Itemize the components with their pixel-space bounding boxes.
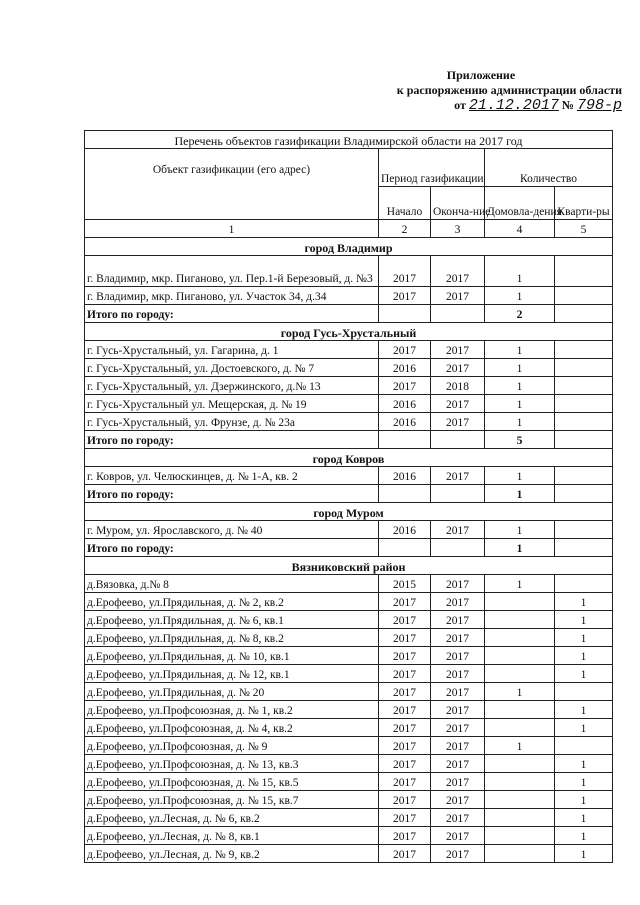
total-value: 1 (485, 539, 555, 557)
object-address: д.Ерофеево, ул.Профсоюзная, д. № 4, кв.2 (85, 719, 379, 737)
houses-count: 1 (485, 467, 555, 485)
col-period-header: Период газификации (379, 149, 485, 187)
empty-cell (431, 485, 485, 503)
start-year: 2017 (379, 845, 431, 863)
end-year: 2018 (431, 377, 485, 395)
empty-cell (555, 485, 613, 503)
object-address: д.Вязовка, д.№ 8 (85, 575, 379, 593)
table-row (85, 256, 613, 287)
section-title: город Гусь-Хрустальный (85, 323, 613, 341)
table-row (85, 287, 613, 305)
empty-cell (431, 431, 485, 449)
flats-count (555, 256, 613, 287)
start-year: 2017 (379, 647, 431, 665)
section-title: город Владимир (85, 238, 613, 256)
start-year: 2016 (379, 521, 431, 539)
flats-count (555, 359, 613, 377)
col-number: 3 (431, 220, 485, 238)
flats-count (555, 377, 613, 395)
object-address: г. Гусь-Хрустальный ул. Мещерская, д. № 19 (85, 395, 379, 413)
col-end-header: Оконча-ние (431, 186, 485, 219)
gasification-table (84, 130, 613, 863)
table-row (85, 467, 613, 485)
end-year: 2017 (431, 629, 485, 647)
end-year: 2017 (431, 467, 485, 485)
end-year: 2017 (431, 683, 485, 701)
object-address: д.Ерофеево, ул.Прядильная, д. № 12, кв.1 (85, 665, 379, 683)
end-year: 2017 (431, 773, 485, 791)
end-year: 2017 (431, 755, 485, 773)
start-year: 2016 (379, 413, 431, 431)
end-year: 2017 (431, 359, 485, 377)
start-year: 2017 (379, 701, 431, 719)
empty-cell (555, 539, 613, 557)
start-year: 2015 (379, 575, 431, 593)
table-row (85, 791, 613, 809)
section-row (85, 323, 613, 341)
total-row (85, 431, 613, 449)
col-number: 4 (485, 220, 555, 238)
total-label: Итого по городу: (85, 305, 379, 323)
houses-count (485, 827, 555, 845)
object-address: д.Ерофеево, ул.Прядильная, д. № 10, кв.1 (85, 647, 379, 665)
houses-count: 1 (485, 395, 555, 413)
order-number: 798-р (576, 97, 622, 114)
table-row (85, 845, 613, 863)
end-year: 2017 (431, 701, 485, 719)
section-row (85, 557, 613, 575)
table-row (85, 341, 613, 359)
end-year: 2017 (431, 845, 485, 863)
table-row (85, 377, 613, 395)
end-year: 2017 (431, 719, 485, 737)
table-row (85, 593, 613, 611)
col-number: 5 (555, 220, 613, 238)
houses-count (485, 611, 555, 629)
flats-count: 1 (555, 845, 613, 863)
table-row (85, 665, 613, 683)
houses-count: 1 (485, 575, 555, 593)
table-title-row (85, 131, 613, 149)
object-address: г. Ковров, ул. Челюскинцев, д. № 1-А, кв. 2 (85, 467, 379, 485)
houses-count: 1 (485, 413, 555, 431)
table-row (85, 827, 613, 845)
table-row (85, 521, 613, 539)
order-reference (340, 98, 622, 113)
flats-count (555, 521, 613, 539)
object-address: д.Ерофеево, ул.Прядильная, д. № 20 (85, 683, 379, 701)
flats-count: 1 (555, 773, 613, 791)
appendix-title: Приложение (446, 68, 516, 82)
flats-count: 1 (555, 647, 613, 665)
houses-count: 1 (485, 377, 555, 395)
appendix-subtitle: к распоряжению администрации области (396, 83, 622, 97)
table-row (85, 683, 613, 701)
total-label: Итого по городу: (85, 485, 379, 503)
houses-count (485, 809, 555, 827)
flats-count: 1 (555, 719, 613, 737)
empty-cell (555, 305, 613, 323)
object-address: г. Гусь-Хрустальный, ул. Фрунзе, д. № 23а (85, 413, 379, 431)
houses-count: 1 (485, 683, 555, 701)
number-sign: № (561, 98, 574, 112)
table-row (85, 629, 613, 647)
flats-count: 1 (555, 611, 613, 629)
flats-count (555, 395, 613, 413)
start-year: 2017 (379, 809, 431, 827)
end-year: 2017 (431, 341, 485, 359)
object-address: д.Ерофеево, ул.Прядильная, д. № 2, кв.2 (85, 593, 379, 611)
section-title: город Муром (85, 503, 613, 521)
houses-count (485, 665, 555, 683)
start-year: 2017 (379, 773, 431, 791)
start-year: 2017 (379, 791, 431, 809)
houses-count: 1 (485, 521, 555, 539)
object-address: д.Ерофеево, ул.Лесная, д. № 9, кв.2 (85, 845, 379, 863)
object-address: д.Ерофеево, ул.Профсоюзная, д. № 9 (85, 737, 379, 755)
start-year: 2017 (379, 629, 431, 647)
total-row (85, 485, 613, 503)
table-row (85, 719, 613, 737)
object-address: г. Муром, ул. Ярославского, д. № 40 (85, 521, 379, 539)
end-year: 2017 (431, 665, 485, 683)
total-row (85, 539, 613, 557)
col-houses-header: Домовла-дения (485, 186, 555, 219)
houses-count (485, 845, 555, 863)
col-quantity-header: Количество (485, 149, 613, 187)
start-year: 2017 (379, 377, 431, 395)
houses-count (485, 791, 555, 809)
houses-count (485, 719, 555, 737)
start-year: 2017 (379, 737, 431, 755)
col-number: 1 (85, 220, 379, 238)
table-row (85, 755, 613, 773)
flats-count: 1 (555, 809, 613, 827)
col-start-header: Начало (379, 186, 431, 219)
object-address: д.Ерофеево, ул.Прядильная, д. № 6, кв.1 (85, 611, 379, 629)
end-year: 2017 (431, 737, 485, 755)
start-year: 2017 (379, 256, 431, 287)
empty-cell (431, 539, 485, 557)
table-row (85, 575, 613, 593)
flats-count (555, 575, 613, 593)
end-year: 2017 (431, 827, 485, 845)
column-numbers-row (85, 220, 613, 238)
empty-cell (379, 485, 431, 503)
houses-count (485, 629, 555, 647)
flats-count (555, 413, 613, 431)
table-row (85, 773, 613, 791)
houses-count: 1 (485, 737, 555, 755)
table-title: Перечень объектов газификации Владимирской области на 2017 год (85, 131, 613, 149)
table-row (85, 701, 613, 719)
flats-count (555, 737, 613, 755)
end-year: 2017 (431, 521, 485, 539)
start-year: 2017 (379, 827, 431, 845)
end-year: 2017 (431, 791, 485, 809)
start-year: 2016 (379, 467, 431, 485)
object-address: д.Ерофеево, ул.Профсоюзная, д. № 15, кв.5 (85, 773, 379, 791)
houses-count (485, 755, 555, 773)
start-year: 2017 (379, 755, 431, 773)
flats-count: 1 (555, 791, 613, 809)
flats-count: 1 (555, 629, 613, 647)
object-address: г. Гусь-Хрустальный, ул. Дзержинского, д.№ 13 (85, 377, 379, 395)
empty-cell (379, 305, 431, 323)
houses-count: 1 (485, 256, 555, 287)
object-address: д.Ерофеево, ул.Профсоюзная, д. № 13, кв.3 (85, 755, 379, 773)
start-year: 2017 (379, 593, 431, 611)
total-value: 2 (485, 305, 555, 323)
houses-count: 1 (485, 359, 555, 377)
flats-count: 1 (555, 755, 613, 773)
col-flats-header: Кварти-ры (555, 186, 613, 219)
table-row (85, 737, 613, 755)
object-address: г. Владимир, мкр. Пиганово, ул. Пер.1-й Березовый, д. №3 (85, 256, 379, 287)
empty-cell (379, 431, 431, 449)
end-year: 2017 (431, 593, 485, 611)
houses-count (485, 773, 555, 791)
houses-count: 1 (485, 287, 555, 305)
col-object-header: Объект газификации (его адрес) (85, 149, 379, 220)
date-prefix: от (454, 98, 466, 112)
start-year: 2017 (379, 611, 431, 629)
section-title: город Ковров (85, 449, 613, 467)
empty-cell (555, 431, 613, 449)
object-address: д.Ерофеево, ул.Лесная, д. № 8, кв.1 (85, 827, 379, 845)
end-year: 2017 (431, 395, 485, 413)
empty-cell (379, 539, 431, 557)
appendix-header (340, 68, 622, 113)
section-row (85, 503, 613, 521)
start-year: 2017 (379, 665, 431, 683)
total-value: 1 (485, 485, 555, 503)
flats-count (555, 467, 613, 485)
start-year: 2016 (379, 359, 431, 377)
table-row (85, 809, 613, 827)
order-date: 21.12.2017 (468, 97, 559, 114)
start-year: 2017 (379, 683, 431, 701)
houses-count (485, 593, 555, 611)
object-address: г. Гусь-Хрустальный, ул. Гагарина, д. 1 (85, 341, 379, 359)
houses-count: 1 (485, 341, 555, 359)
flats-count: 1 (555, 665, 613, 683)
flats-count: 1 (555, 593, 613, 611)
table-row (85, 413, 613, 431)
section-row (85, 238, 613, 256)
end-year: 2017 (431, 575, 485, 593)
start-year: 2017 (379, 719, 431, 737)
flats-count (555, 341, 613, 359)
section-row (85, 449, 613, 467)
empty-cell (431, 305, 485, 323)
table-row (85, 647, 613, 665)
table-row (85, 359, 613, 377)
object-address: д.Ерофеево, ул.Лесная, д. № 6, кв.2 (85, 809, 379, 827)
end-year: 2017 (431, 809, 485, 827)
total-value: 5 (485, 431, 555, 449)
houses-count (485, 701, 555, 719)
flats-count: 1 (555, 827, 613, 845)
total-label: Итого по городу: (85, 431, 379, 449)
table-row (85, 395, 613, 413)
start-year: 2017 (379, 287, 431, 305)
table-row (85, 611, 613, 629)
houses-count (485, 647, 555, 665)
end-year: 2017 (431, 611, 485, 629)
section-title: Вязниковский район (85, 557, 613, 575)
end-year: 2017 (431, 413, 485, 431)
object-address: д.Ерофеево, ул.Профсоюзная, д. № 1, кв.2 (85, 701, 379, 719)
end-year: 2017 (431, 256, 485, 287)
col-number: 2 (379, 220, 431, 238)
total-row (85, 305, 613, 323)
total-label: Итого по городу: (85, 539, 379, 557)
end-year: 2017 (431, 287, 485, 305)
header-row-1 (85, 149, 613, 187)
start-year: 2017 (379, 341, 431, 359)
end-year: 2017 (431, 647, 485, 665)
flats-count: 1 (555, 701, 613, 719)
object-address: д.Ерофеево, ул.Профсоюзная, д. № 15, кв.7 (85, 791, 379, 809)
start-year: 2016 (379, 395, 431, 413)
flats-count (555, 683, 613, 701)
object-address: г. Гусь-Хрустальный, ул. Достоевского, д. № 7 (85, 359, 379, 377)
object-address: г. Владимир, мкр. Пиганово, ул. Участок 34, д.34 (85, 287, 379, 305)
object-address: д.Ерофеево, ул.Прядильная, д. № 8, кв.2 (85, 629, 379, 647)
flats-count (555, 287, 613, 305)
